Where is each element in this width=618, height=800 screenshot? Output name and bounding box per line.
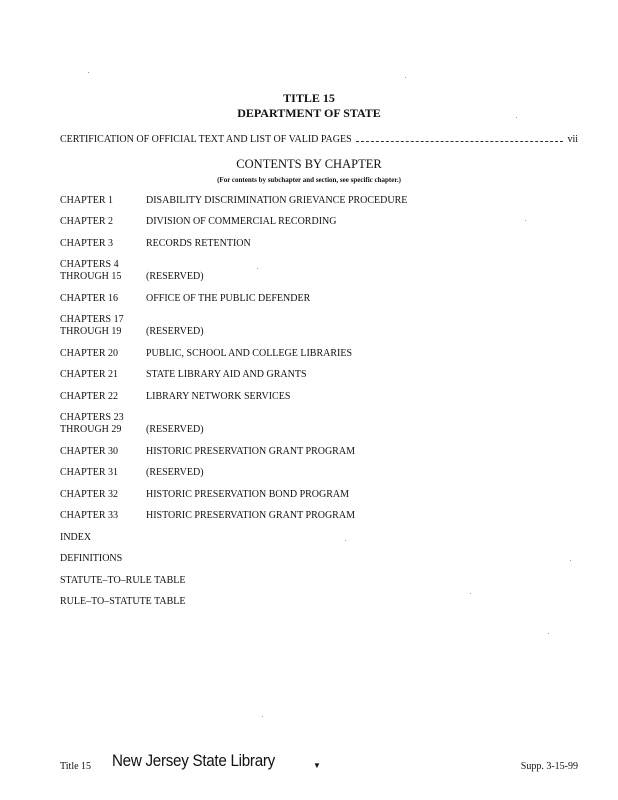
toc-chapter: CHAPTERS 4 — [60, 259, 119, 270]
toc-chapter: CHAPTER 32 — [60, 489, 119, 500]
toc-definitions: DEFINITIONS — [60, 553, 123, 564]
scan-speck — [88, 72, 89, 73]
toc-title: (RESERVED) — [146, 271, 204, 282]
toc-chapter: CHAPTER 20 — [60, 348, 119, 359]
library-stamp: New Jersey State Library — [112, 752, 275, 770]
scan-speck — [548, 633, 549, 634]
scan-speck — [525, 220, 526, 221]
title-block — [0, 91, 618, 121]
contents-heading: CONTENTS BY CHAPTER — [236, 157, 382, 171]
scan-speck — [257, 268, 258, 269]
title-number: TITLE 15 — [283, 91, 335, 105]
scan-speck — [470, 593, 471, 594]
toc-chapter: CHAPTER 2 — [60, 216, 114, 227]
toc-title: PUBLIC, SCHOOL AND COLLEGE LIBRARIES — [146, 348, 353, 359]
certification-entry — [60, 134, 578, 148]
toc-title: LIBRARY NETWORK SERVICES — [146, 391, 291, 402]
toc-title: RECORDS RETENTION — [146, 238, 251, 249]
toc-chapter: CHAPTER 1 — [60, 195, 114, 206]
scan-speck — [516, 117, 517, 118]
certification-label: CERTIFICATION OF OFFICIAL TEXT AND LIST OF VALID PAGES — [60, 134, 352, 145]
toc-statute-to-rule: STATUTE–TO–RULE TABLE — [60, 575, 186, 586]
contents-note: (For contents by subchapter and section, see specific chapter.) — [217, 176, 401, 184]
toc-title: STATE LIBRARY AID AND GRANTS — [146, 369, 307, 380]
toc-title: (RESERVED) — [146, 424, 204, 435]
toc-chapter-range: THROUGH 29 — [60, 424, 122, 435]
toc-chapter: CHAPTER 30 — [60, 446, 119, 457]
certification-page: vii — [567, 134, 578, 145]
toc-chapter: CHAPTER 16 — [60, 293, 119, 304]
scan-speck — [262, 716, 263, 717]
toc-title: HISTORIC PRESERVATION GRANT PROGRAM — [146, 446, 355, 457]
toc-chapter: CHAPTERS 23 — [60, 412, 124, 423]
toc-title: DISABILITY DISCRIMINATION GRIEVANCE PROCEDURE — [146, 195, 408, 206]
toc-chapter: CHAPTER 31 — [60, 467, 119, 478]
footer-title: Title 15 — [60, 761, 92, 772]
triangle-mark-icon: ▼ — [313, 761, 321, 770]
leader-dots — [356, 141, 564, 142]
scan-speck — [345, 540, 346, 541]
toc-chapter: CHAPTER 21 — [60, 369, 119, 380]
page-footer — [0, 752, 618, 778]
toc-index: INDEX — [60, 532, 92, 543]
department-title: DEPARTMENT OF STATE — [237, 106, 381, 120]
toc-chapter-range: THROUGH 15 — [60, 271, 122, 282]
toc-title: (RESERVED) — [146, 326, 204, 337]
toc-chapter: CHAPTER 33 — [60, 510, 119, 521]
toc-chapter: CHAPTERS 17 — [60, 314, 124, 325]
toc-chapter: CHAPTER 3 — [60, 238, 114, 249]
toc-title: DIVISION OF COMMERCIAL RECORDING — [146, 216, 337, 227]
supplement-date: Supp. 3-15-99 — [520, 761, 578, 772]
toc-rule-to-statute: RULE–TO–STATUTE TABLE — [60, 596, 186, 607]
toc-title: HISTORIC PRESERVATION BOND PROGRAM — [146, 489, 350, 500]
scan-speck — [570, 560, 571, 561]
scan-speck — [405, 77, 406, 78]
toc-chapter-range: THROUGH 19 — [60, 326, 122, 337]
toc-chapter: CHAPTER 22 — [60, 391, 119, 402]
toc-title: OFFICE OF THE PUBLIC DEFENDER — [146, 293, 311, 304]
toc-title: HISTORIC PRESERVATION GRANT PROGRAM — [146, 510, 355, 521]
toc-title: (RESERVED) — [146, 467, 204, 478]
